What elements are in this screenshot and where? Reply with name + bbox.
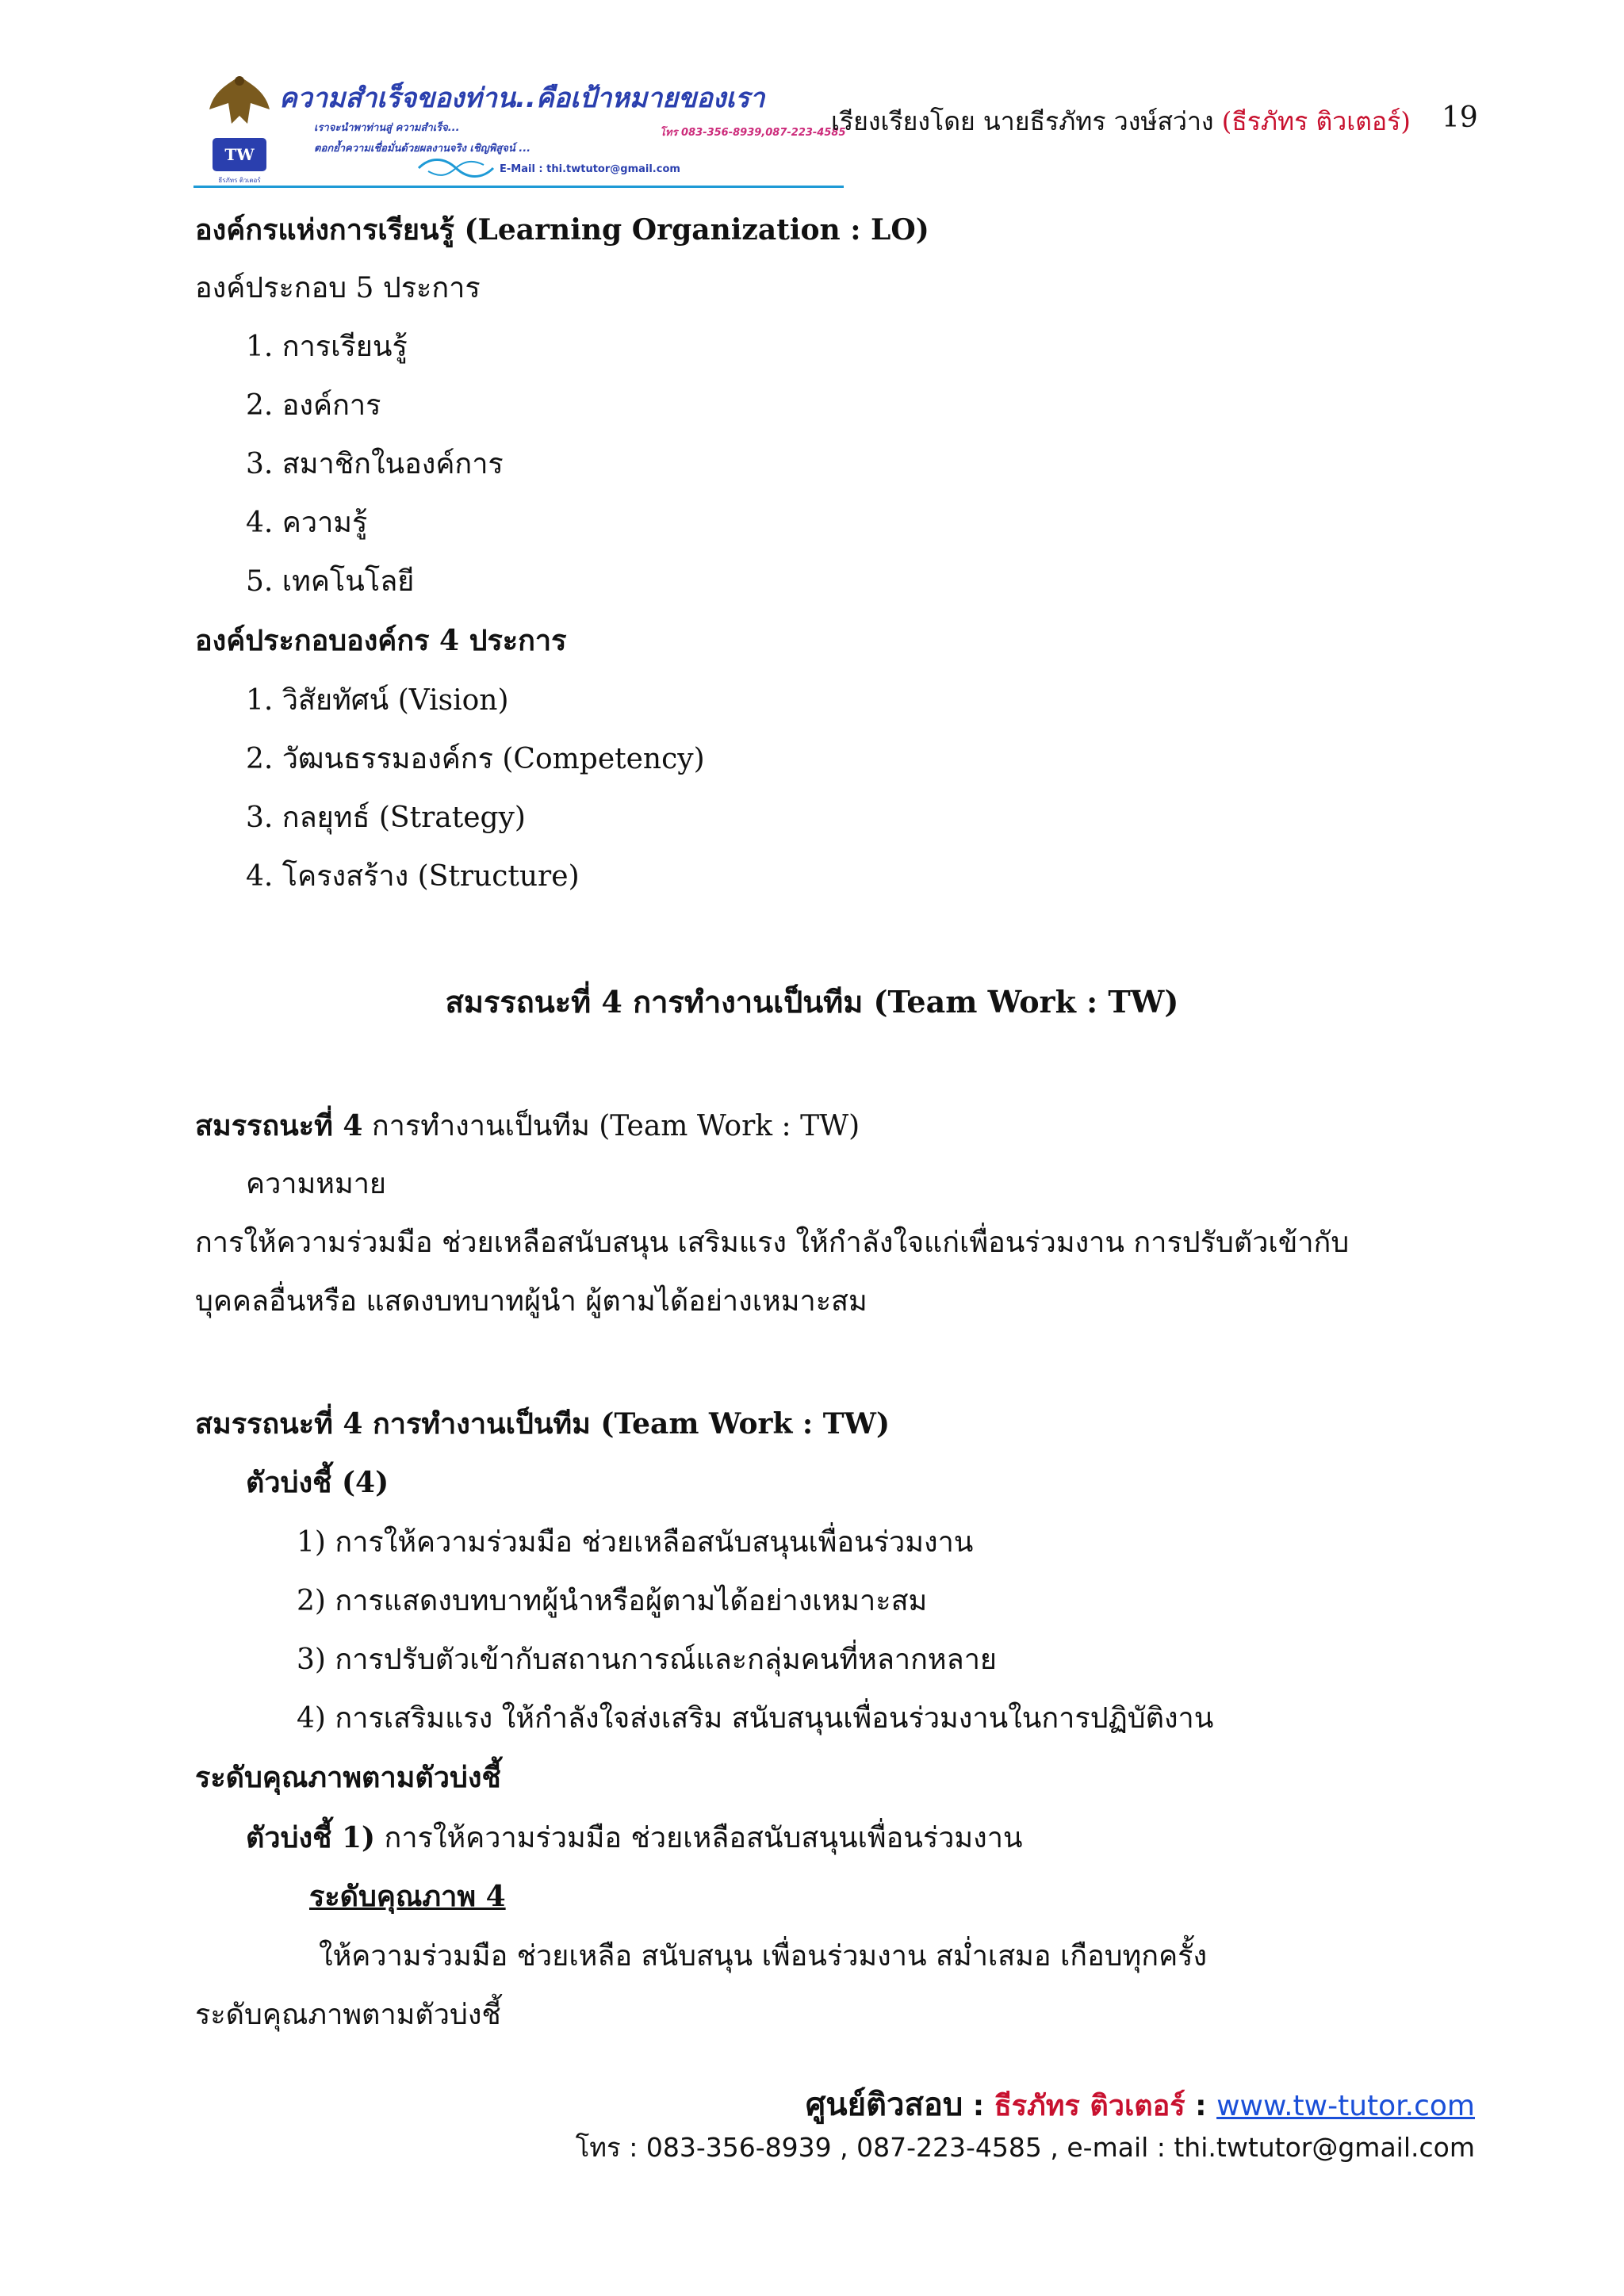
footer-line-1 (806, 2079, 1475, 2130)
section1-item-2: 2. องค์การ (246, 389, 381, 422)
section1-subtitle: องค์ประกอบ 5 ประการ (195, 272, 481, 304)
header-credit-red: (ธีรภัทร ติวเตอร์) (1221, 106, 1411, 136)
meaning-title-bold: สมรรถนะที่ 4 (195, 1109, 363, 1142)
header-sub-line-1: เราจะนำพาท่านสู่ ความสำเร็จ... (314, 122, 460, 134)
meaning-title-rest: การทำงานเป็นทีม (Team Work : TW) (362, 1110, 860, 1142)
indicator-title: สมรรถนะที่ 4 การทำงานเป็นทีม (Team Work : TW) (195, 1407, 890, 1441)
meaning-line-2: บุคคลอื่นหรือ แสดงบทบาทผู้นำ ผู้ตามได้อย่างเหมาะสม (195, 1285, 868, 1318)
header-ornament-icon (412, 154, 500, 181)
section1-item-4: 4. ความรู้ (246, 507, 368, 539)
footer-sep-2: : (1185, 2090, 1217, 2122)
header-sub-phone: โทร 083-356-8939,087-223-4585 (660, 127, 846, 139)
section2-item-1: 1. วิสัยทัศน์ (Vision) (246, 684, 509, 717)
indicator-item-3: 3) การปรับตัวเข้ากับสถานการณ์และกลุ่มคนที่หลากหลาย (297, 1644, 998, 1676)
footer-tutor-name: ธีรภัทร ติวเตอร์ (994, 2090, 1185, 2122)
quality-trailing: ระดับคุณภาพตามตัวบ่งชี้ (195, 1999, 501, 2031)
footer-center-label: ศูนย์ติวสอบ (805, 2087, 963, 2123)
header-rule (193, 186, 844, 188)
quality-level-desc: ให้ความร่วมมือ ช่วยเหลือ สนับสนุน เพื่อนร่วมงาน สม่ำเสมอ เกือบทุกครั้ง (319, 1940, 1208, 1973)
section1-item-3: 3. สมาชิกในองค์การ (246, 448, 504, 480)
meaning-title (195, 1107, 860, 1146)
footer-sep-1: : (963, 2090, 994, 2122)
header-sub-line-2: ตอกย้ำความเชื่อมั่นด้วยผลงานจริง เชิญพิสูจน์ ... (314, 143, 531, 155)
section2-title: องค์ประกอบองค์กร 4 ประการ (195, 624, 567, 657)
quality-title: ระดับคุณภาพตามตัวบ่งชี้ (195, 1761, 501, 1794)
logo-text: TW (224, 145, 255, 164)
footer-website-link[interactable]: www.tw-tutor.com (1216, 2090, 1475, 2122)
quality-indicator (246, 1819, 1023, 1858)
meaning-line-1: การให้ความร่วมมือ ช่วยเหลือสนับสนุน เสริมแรง ให้กำลังใจแก่เพื่อนร่วมงาน การปรับตัวเข้ากับ (195, 1226, 1350, 1259)
section2-item-2: 2. วัฒนธรรมองค์กร (Competency) (246, 743, 705, 775)
competency-heading: สมรรถนะที่ 4 การทำงานเป็นทีม (Team Work : TW) (445, 984, 1179, 1020)
section1-item-1: 1. การเรียนรู้ (246, 331, 408, 363)
header-slogan: ความสำเร็จของท่าน..คือเป้าหมายของเรา (279, 82, 765, 114)
section2-item-3: 3. กลยุทธ์ (Strategy) (246, 802, 526, 834)
section1-title: องค์กรแห่งการเรียนรู้ (Learning Organization : LO) (195, 213, 929, 247)
footer-contact: โทร : 083-356-8939 , 087-223-4585 , e-mail : thi.twtutor@gmail.com (575, 2132, 1475, 2163)
indicator-item-4: 4) การเสริมแรง ให้กำลังใจส่งเสริม สนับสนุนเพื่อนร่วมงานในการปฏิบัติงาน (297, 1702, 1214, 1735)
quality-indicator-bold: ตัวบ่งชี้ 1) (246, 1821, 376, 1854)
indicator-item-1: 1) การให้ความร่วมมือ ช่วยเหลือสนับสนุนเพื่อนร่วมงาน (297, 1526, 974, 1559)
section1-item-5: 5. เทคโนโลยี (246, 565, 415, 598)
header-credit-text: เรียงเรียงโดย นายธีรภัทร วงษ์สว่าง (831, 106, 1214, 136)
tw-logo-eagle-icon (208, 68, 271, 187)
quality-indicator-rest: การให้ความร่วมมือ ช่วยเหลือสนับสนุนเพื่อนร่วมงาน (375, 1822, 1023, 1854)
header-sub-email: E-Mail : thi.twtutor@gmail.com (500, 163, 680, 175)
quality-level-title: ระดับคุณภาพ 4 (309, 1880, 506, 1913)
meaning-label: ความหมาย (246, 1168, 387, 1200)
section2-item-4: 4. โครงสร้าง (Structure) (246, 860, 580, 893)
indicator-label: ตัวบ่งชี้ (4) (246, 1466, 389, 1499)
header-credit (831, 101, 1411, 142)
page-number: 19 (1442, 101, 1478, 134)
logo-subtext: ธีรภัทร ติวเตอร์ (218, 177, 261, 184)
indicator-item-2: 2) การแสดงบทบาทผู้นำหรือผู้ตามได้อย่างเหมาะสม (297, 1585, 928, 1617)
